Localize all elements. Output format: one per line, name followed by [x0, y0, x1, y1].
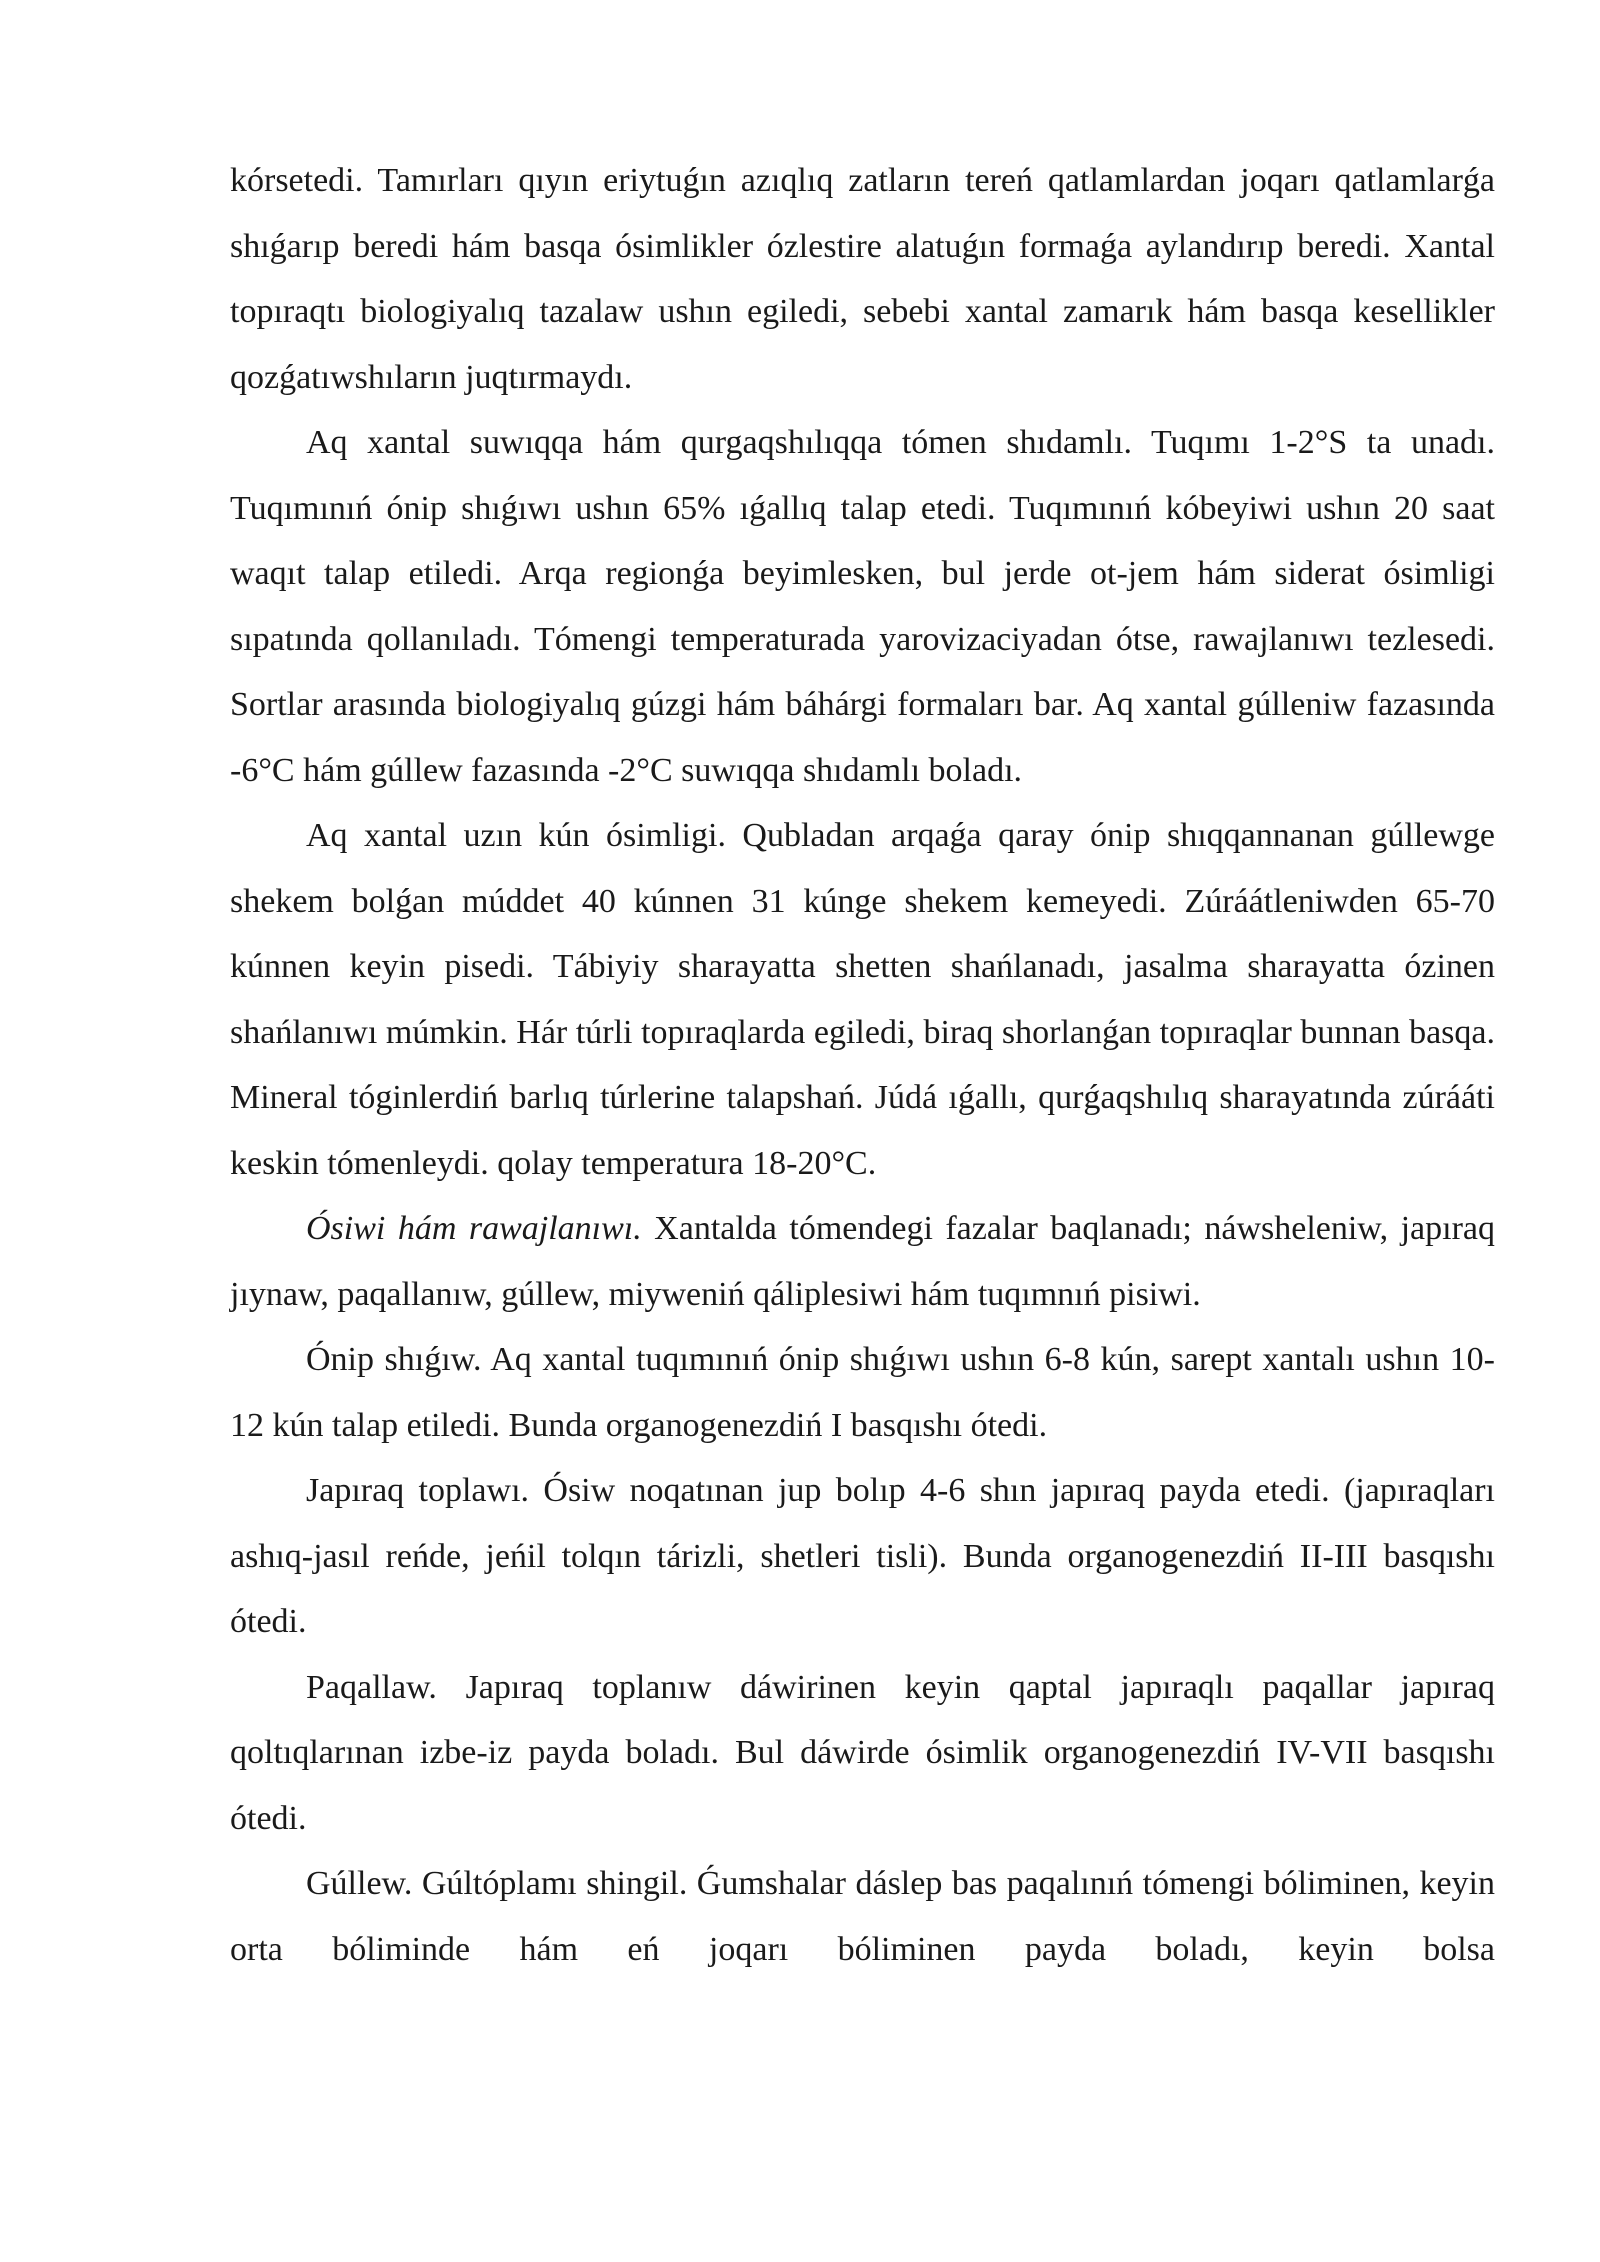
- paragraph-4-italic-heading: Ósiwi hám rawajlanıwı.: [306, 1210, 642, 1247]
- paragraph-2: Aq xantal suwıqqa hám qurgaqshılıqqa tómen shıdamlı. Tuqımı 1-2°S ta unadı. Tuqımınıń ónip shıǵıwı ushın 65% ıǵallıq talap etedi. Tuqımınıń kóbeyiwi ushın 20 saat waqıt talap etiledi. Arqa regionǵa beyimlesken, bul jerde ot-jem hám siderat ósimligi sıpatında qollanıladı. Tómengi temperaturada yarovizaciyadan ótse, rawajlanıwı tezlesedi. Sortlar arasında biologiyalıq gúzgi hám báhárgi formaları bar. Aq xantal gúlleniw fazasında -6°C hám gúllew fazasında -2°C suwıqqa shıdamlı boladı.: [230, 424, 1495, 789]
- paragraph-4: [230, 1196, 1495, 1327]
- document-page: [230, 148, 1495, 1982]
- paragraph-3: Aq xantal uzın kún ósimligi. Qubladan arqaǵa qaray ónip shıqqannanan gúllewge shekem bolǵan múddet 40 kúnnen 31 kúnge shekem kemeyedi. Zúráátleniwden 65-70 kúnnen keyin pisedi. Tábiyiy sharayatta shetten shańlanadı, jasalma sharayatta ózinen shańlanıwı múmkin. Hár túrli topıraqlarda egiledi, biraq shorlanǵan topıraqlar bunnan basqa. Mineral tóginlerdiń barlıq túrlerine talapshań. Júdá ıǵallı, qurǵaqshılıq sharayatında zúrááti keskin tómenleydi. qolay temperatura 18-20°C.: [230, 817, 1495, 1182]
- paragraph-7: Paqallaw. Japıraq toplanıw dáwirinen keyin qaptal japıraqlı paqallar japıraq qoltıqlarınan izbe-iz payda boladı. Bul dáwirde ósimlik organogenezdiń IV-VII basqıshı ótedi.: [230, 1668, 1495, 1837]
- paragraph-6: Japıraq toplawı. Ósiw noqatınan jup bolıp 4-6 shın japıraq payda etedi. (japıraqları ashıq-jasıl reńde, jeńil tolqın tárizli, shetleri tisli). Bunda organogenezdiń II-III basqıshı ótedi.: [230, 1472, 1495, 1640]
- paragraph-4-text: Xantalda tómendegi fazalar baqlanadı; náwsheleniw, japıraq jıynaw, paqallanıw, gúllew, miyweniń qáliplesiwi hám tuqımnıń pisiwi.: [230, 1210, 1496, 1313]
- paragraph-1: kórsetedi. Tamırları qıyın eriytuǵın azıqlıq zatların tereń qatlamlardan joqarı qatlamlarǵa shıǵarıp beredi hám basqa ósimlikler ózlestire alatuǵın formaǵa aylandırıp beredi. Xantal topıraqtı biologiyalıq tazalaw ushın egiledi, sebebi xantal zamarık hám basqa kesellikler qozǵatıwshıların juqtırmaydı.: [230, 162, 1495, 396]
- paragraph-5: Ónip shıǵıw. Aq xantal tuqımınıń ónip shıǵıwı ushın 6-8 kún, sarept xantalı ushın 10-12 kún talap etiledi. Bunda organogenezdiń I basqıshı ótedi.: [230, 1341, 1495, 1444]
- paragraph-8: Gúllew. Gúltóplamı shingil. Ǵumshalar dáslep bas paqalınıń tómengi bóliminen, keyin orta bóliminde hám eń joqarı bóliminen payda boladı, keyin bolsa: [230, 1865, 1495, 1968]
